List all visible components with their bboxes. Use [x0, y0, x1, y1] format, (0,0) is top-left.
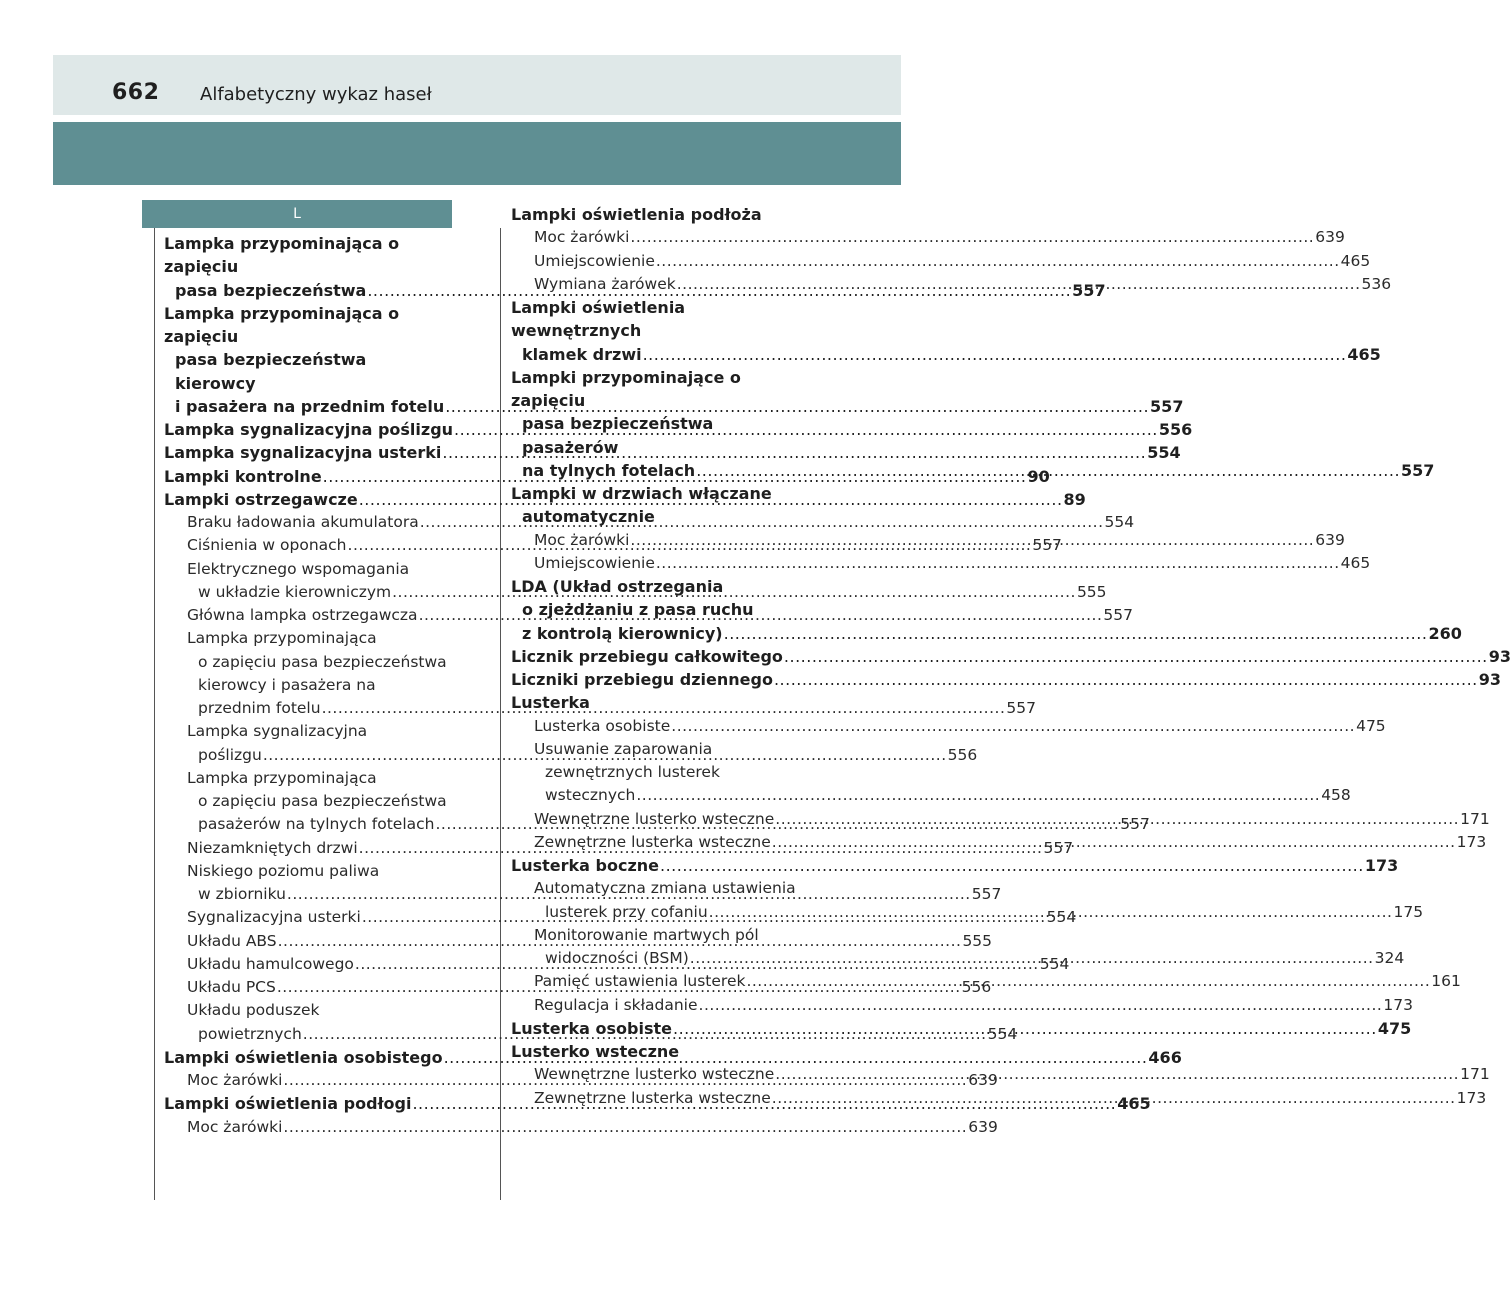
- entry-text: o zjeżdżaniu z pasa ruchu: [522, 600, 754, 620]
- entry-text: Lampka sygnalizacyjna usterki: [164, 443, 442, 463]
- page-number: 662: [112, 80, 160, 105]
- page-reference: 90: [1027, 466, 1050, 486]
- entry-text: Wewnętrzne lusterko wsteczne: [534, 1065, 775, 1084]
- page-reference: 554: [1039, 954, 1070, 973]
- entry-text: Lampka przypominająca o zapięciu: [164, 303, 400, 346]
- page-reference: 557: [1150, 396, 1184, 416]
- entry-text: zewnętrznych lusterek: [545, 763, 720, 781]
- page-reference: 554: [987, 1024, 1018, 1043]
- entry-text: Lampki oświetlenia podłoża: [511, 205, 762, 224]
- entry-leader-line: [511, 343, 1381, 366]
- page-reference: 173: [1456, 832, 1487, 851]
- entry-text: Niezamkniętych drzwi: [187, 838, 358, 857]
- entry-text: Główna lampka ostrzegawcza: [187, 606, 418, 624]
- index-entry: [164, 1116, 998, 1139]
- page-reference: 557: [1043, 838, 1074, 857]
- entry-text: klamek drzwi: [522, 344, 642, 364]
- index-entry: [511, 203, 798, 226]
- entry-text: Układu ABS: [187, 931, 277, 950]
- entry-text: Zewnętrzne lusterka wsteczne: [534, 1088, 771, 1107]
- page-reference: 557: [1072, 280, 1106, 300]
- index-entry: [511, 552, 1371, 575]
- index-entry: [164, 441, 1181, 464]
- index-entry: [511, 645, 1511, 668]
- entry-text: Niskiego poziomu paliwa: [187, 861, 380, 880]
- page-reference: 554: [1147, 443, 1181, 463]
- entry-leader-line: [534, 784, 1351, 807]
- entry-text: lusterek przy cofaniu: [545, 902, 708, 921]
- entry-text: pasa bezpieczeństwa pasażerów: [522, 414, 714, 457]
- entry-text: Lampki oświetlenia podłogi: [164, 1094, 412, 1114]
- page-reference: 554: [1046, 908, 1077, 927]
- entry-text: Lampki oświetlenia wewnętrznych: [511, 298, 686, 341]
- entry-text: Braku ładowania akumulatora: [187, 513, 419, 531]
- page-reference: 260: [1428, 623, 1462, 643]
- entry-text: Moc żarówki: [187, 1117, 283, 1136]
- dot-leader: [656, 554, 1340, 572]
- page-reference: 173: [1383, 995, 1413, 1014]
- dot-leader: [775, 1065, 1459, 1083]
- entry-text: Regulacja i składanie: [534, 995, 698, 1014]
- dot-leader: [784, 647, 1488, 666]
- entry-text: Sygnalizacyjna usterki: [187, 908, 361, 927]
- index-entry: [511, 668, 1502, 691]
- page-reference: 557: [1401, 460, 1435, 480]
- entry-text: Umiejscowienie: [534, 251, 655, 270]
- entry-text: Lampka przypominająca o zapięciu: [164, 234, 400, 277]
- dot-leader: [724, 624, 1428, 643]
- entry-text: Układu hamulcowego: [187, 954, 354, 973]
- entry-text: Monitorowanie martwych pól: [534, 925, 759, 944]
- entry-text: o zapięciu pasa bezpieczeństwa: [198, 652, 447, 671]
- page-reference: 555: [1076, 582, 1107, 601]
- entry-text: Lampka sygnalizacyjna: [187, 722, 368, 741]
- page-reference: 89: [1063, 489, 1086, 509]
- entry-text: poślizgu: [198, 745, 262, 764]
- entry-text: Lampka sygnalizacyjna poślizgu: [164, 420, 454, 439]
- entry-text: Umiejscowienie: [534, 553, 655, 572]
- page-reference: 465: [1340, 251, 1371, 270]
- index-entry: [511, 1040, 798, 1063]
- entry-text: Elektrycznego wspomagania: [187, 559, 410, 578]
- page-reference: 173: [1364, 856, 1399, 875]
- page-reference: 475: [1377, 1018, 1412, 1038]
- entry-text: z kontrolą kierownicy): [522, 623, 723, 643]
- entry-text: na tylnych fotelach: [522, 460, 696, 480]
- entry-text: Lampki ostrzegawcze: [164, 489, 358, 509]
- entry-text: przednim fotelu: [198, 699, 321, 717]
- page-reference: 556: [961, 978, 992, 996]
- page-reference: 324: [1374, 949, 1405, 967]
- entry-leader-line: [534, 552, 1371, 575]
- entry-text: LDA (Układ ostrzegania: [511, 577, 724, 596]
- entry-text: pasa bezpieczeństwa: [175, 280, 367, 300]
- page-reference: 557: [1103, 606, 1133, 624]
- entry-text: Lampki kontrolne: [164, 466, 322, 486]
- page-reference: 465: [1347, 344, 1381, 364]
- entry-text: w zbiorniku: [198, 885, 286, 903]
- page-reference: 466: [1148, 1047, 1182, 1067]
- entry-text: pasażerów na tylnych fotelach: [198, 815, 435, 834]
- entry-text: automatycznie: [522, 507, 655, 527]
- dot-leader: [696, 461, 1400, 480]
- entry-text: Licznik przebiegu całkowitego: [511, 646, 783, 666]
- entry-text: Liczniki przebiegu dziennego: [511, 670, 773, 689]
- page-reference: 557: [1120, 815, 1150, 834]
- index-entry: [511, 482, 798, 529]
- page-reference: 557: [1032, 536, 1062, 555]
- entry-text: Lampki w drzwiach włączane: [511, 484, 772, 503]
- dot-leader: [660, 856, 1364, 875]
- entry-text: Lampka przypominająca: [187, 768, 377, 787]
- dot-leader: [673, 1019, 1377, 1038]
- entry-text: kierowcy i pasażera na: [198, 675, 376, 694]
- page-reference: 161: [1431, 972, 1461, 991]
- entry-text: Ciśnienia w oponach: [187, 536, 347, 555]
- entry-text: Zewnętrzne lusterka wsteczne: [534, 832, 771, 851]
- dot-leader: [772, 833, 1456, 851]
- dot-leader: [775, 810, 1459, 828]
- page-reference: 639: [1315, 530, 1345, 549]
- page-reference: 458: [1321, 786, 1351, 805]
- page-reference: 175: [1393, 902, 1424, 921]
- entry-text: Pamięć ustawienia lusterek: [534, 972, 746, 991]
- page-reference: 639: [968, 1117, 998, 1136]
- page-reference: 93: [1488, 646, 1511, 666]
- index-entry: [511, 715, 1386, 738]
- letter-tab: L: [142, 200, 452, 228]
- dot-leader: [690, 949, 1374, 967]
- page-reference: 639: [968, 1071, 998, 1089]
- entry-leader-line: [164, 395, 1184, 418]
- dot-leader: [671, 717, 1355, 735]
- entry-text: o zapięciu pasa bezpieczeństwa: [198, 792, 447, 810]
- entry-text: Wewnętrzne lusterko wsteczne: [534, 809, 775, 828]
- dot-leader: [656, 252, 1340, 270]
- dot-leader: [746, 972, 1430, 990]
- entry-text: Lusterka osobiste: [534, 716, 671, 735]
- index-entry: [511, 226, 1345, 249]
- page-reference: 536: [1361, 274, 1392, 293]
- entry-text: pasa bezpieczeństwa kierowcy: [175, 350, 367, 393]
- entry-text: Moc żarówki: [187, 1071, 283, 1089]
- entry-text: Moc żarówki: [534, 530, 630, 549]
- dot-leader: [699, 996, 1383, 1014]
- entry-leader-line: [534, 250, 1371, 273]
- dot-leader: [636, 786, 1320, 804]
- entry-leader-line: [164, 441, 1181, 464]
- entry-leader-line: [534, 715, 1386, 738]
- entry-text: w układzie kierowniczym: [198, 582, 392, 601]
- page-reference: 171: [1460, 809, 1490, 828]
- page-reference: 93: [1478, 670, 1502, 689]
- page-reference: 557: [1006, 699, 1036, 717]
- left-column-rule: [154, 228, 155, 1200]
- entry-leader-line: [511, 854, 1399, 877]
- index-entry: [511, 691, 798, 714]
- entry-text: Lusterko wsteczne: [511, 1042, 680, 1061]
- dot-leader: [772, 1089, 1456, 1107]
- entry-text: Lusterka boczne: [511, 856, 659, 875]
- entry-text: i pasażera na przednim fotelu: [175, 396, 445, 416]
- entry-leader-line: [511, 622, 1462, 645]
- entry-text: widoczności (BSM): [545, 949, 689, 967]
- page-reference: 555: [962, 931, 993, 950]
- entry-leader-line: [534, 994, 1413, 1017]
- entry-text: wstecznych: [545, 786, 636, 805]
- page-reference: 554: [1104, 513, 1135, 531]
- header-band: [53, 55, 901, 115]
- dot-leader: [630, 531, 1314, 549]
- dot-leader: [283, 1118, 967, 1136]
- entry-text: Układu PCS: [187, 978, 276, 996]
- entry-text: Układu poduszek: [187, 1001, 320, 1020]
- entry-text: Lampki oświetlenia osobistego: [164, 1047, 443, 1067]
- entry-text: Automatyczna zmiana ustawienia: [534, 879, 796, 898]
- page-reference: 475: [1356, 716, 1386, 735]
- section-title: Alfabetyczny wykaz haseł: [200, 84, 432, 105]
- entry-text: powietrznych: [198, 1024, 302, 1043]
- entry-leader-line: [511, 645, 1511, 668]
- entry-text: Moc żarówki: [534, 228, 630, 247]
- dot-leader: [677, 275, 1361, 293]
- page-reference: 173: [1456, 1088, 1487, 1107]
- entry-text: Usuwanie zaparowania: [534, 739, 713, 758]
- entry-text: Lusterka: [511, 693, 590, 713]
- page-reference: 556: [947, 745, 978, 764]
- index-entry: [511, 250, 1371, 273]
- dot-leader: [643, 345, 1347, 364]
- page-reference: 556: [1158, 420, 1193, 439]
- entry-text: Lampki przypominające o zapięciu: [511, 367, 741, 410]
- chapter-band: [53, 122, 901, 185]
- entry-text: Wymiana żarówek: [534, 274, 676, 293]
- index-entry: [511, 994, 1413, 1017]
- entry-text: Lusterka osobiste: [511, 1018, 672, 1038]
- dot-leader: [630, 228, 1314, 246]
- page-reference: 171: [1460, 1065, 1490, 1084]
- page-reference: 465: [1117, 1094, 1151, 1114]
- index-entry: [511, 296, 1381, 366]
- dot-leader: [774, 670, 1478, 689]
- entry-text: Lampka przypominająca: [187, 629, 377, 648]
- page-reference: 639: [1315, 228, 1345, 247]
- entry-leader-line: [511, 668, 1502, 691]
- entry-leader-line: [187, 1116, 998, 1139]
- index-entry: [511, 854, 1399, 877]
- dot-leader: [709, 903, 1393, 921]
- page-reference: 557: [971, 885, 1002, 903]
- entry-leader-line: [534, 226, 1345, 249]
- page-reference: 465: [1340, 553, 1371, 572]
